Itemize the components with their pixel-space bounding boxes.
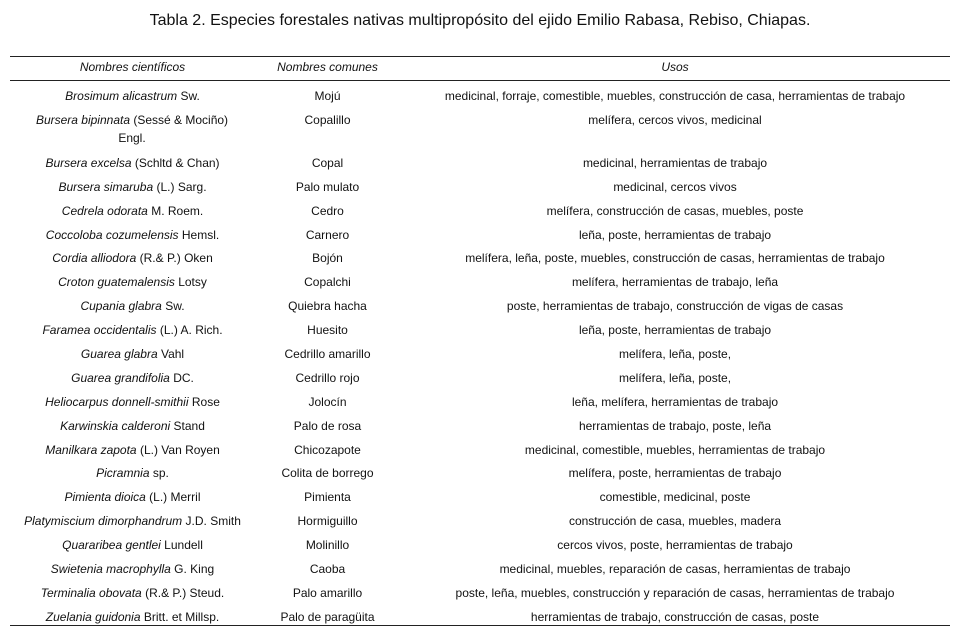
scientific-name-cell: [10, 369, 255, 387]
table-row: [10, 533, 950, 557]
table-header-rule: [10, 80, 950, 81]
uses-cell: melífera, herramientas de trabajo, leña: [571, 275, 779, 290]
species-author: (Schltd & Chan): [131, 155, 220, 170]
header-scientific-names: Nombres científicos: [79, 60, 186, 74]
species-author: Lotsy: [174, 275, 207, 290]
species-binomial: Manilkara zapota: [45, 442, 137, 457]
scientific-name-cell: [10, 87, 255, 105]
species-author: (R.& P.) Oken: [136, 251, 213, 266]
uses-cell: melífera, leña, poste, muebles, construcción de casas, herramientas de trabajo: [465, 251, 885, 266]
species-binomial: Picramnia: [96, 466, 150, 481]
species-binomial: Swietenia macrophylla: [50, 562, 171, 577]
species-binomial: Bursera excelsa: [45, 155, 132, 170]
species-author: Vahl: [157, 347, 185, 362]
common-name-cell: Cedro: [311, 203, 344, 218]
table-row: [10, 270, 950, 294]
table-row: [10, 223, 950, 247]
species-binomial: Cupania glabra: [80, 299, 162, 314]
table-row: [10, 438, 950, 462]
table-row: [10, 485, 950, 509]
scientific-name-cell: [10, 393, 255, 411]
common-name-cell: Copal: [311, 155, 344, 170]
common-name-cell: Palo amarillo: [292, 585, 363, 600]
common-name-cell: Pimienta: [304, 490, 351, 505]
scientific-name-cell: [10, 417, 255, 435]
species-author: Rose: [188, 394, 220, 409]
scientific-name-cell: [10, 297, 255, 315]
table-row: [10, 581, 950, 605]
uses-cell: melífera, construcción de casas, muebles, poste: [546, 203, 804, 218]
table-header: [10, 60, 950, 80]
uses-cell: construcción de casa, muebles, madera: [568, 514, 782, 529]
species-binomial: Cordia alliodora: [52, 251, 137, 266]
scientific-name-cell: [10, 464, 255, 482]
scientific-name-cell: [10, 273, 255, 291]
scientific-name-cell: [10, 608, 255, 626]
table-row: [10, 366, 950, 390]
uses-cell: melífera, leña, poste,: [618, 347, 732, 362]
species-author: (R.& P.) Steud.: [141, 585, 225, 600]
species-author: Sw.: [161, 299, 185, 314]
species-author: sp.: [149, 466, 169, 481]
uses-cell: medicinal, forraje, comestible, muebles, construcción de casa, herramientas de trabajo: [444, 89, 906, 103]
uses-cell: melífera, leña, poste,: [618, 370, 732, 385]
common-name-cell: Quiebra hacha: [288, 299, 367, 314]
table-row: [10, 342, 950, 366]
common-name-cell: Chicozapote: [294, 442, 361, 457]
common-name-cell: Hormiguillo: [297, 514, 358, 529]
scientific-name-cell: [10, 536, 255, 554]
species-author: M. Roem.: [147, 203, 204, 218]
table-row: [10, 461, 950, 485]
species-author: Stand: [170, 418, 205, 433]
common-name-cell: Jolocín: [308, 394, 347, 409]
common-name-cell: Caoba: [309, 562, 346, 577]
species-author: (L.) Merril: [145, 490, 201, 505]
header-common-names: Nombres comunes: [277, 60, 378, 74]
table-body: [10, 84, 950, 629]
uses-cell: leña, poste, herramientas de trabajo: [578, 227, 772, 242]
common-name-cell: Palo de rosa: [293, 418, 362, 433]
table-bottom-rule: [10, 625, 950, 626]
uses-cell: leña, poste, herramientas de trabajo: [578, 323, 772, 338]
table-row: [10, 199, 950, 223]
species-binomial: Karwinskia calderoni: [60, 418, 171, 433]
species-binomial: Brosimum alicastrum: [65, 89, 178, 103]
common-name-cell: Mojú: [314, 89, 341, 103]
species-author: Sw.: [177, 89, 200, 103]
scientific-name-cell: [10, 441, 255, 459]
species-author: Britt. et Millsp.: [140, 609, 220, 624]
uses-cell: comestible, medicinal, poste: [599, 490, 751, 505]
common-name-cell: Molinillo: [305, 538, 350, 553]
species-binomial: Zuelania guidonia: [45, 609, 141, 624]
table-top-rule: [10, 56, 950, 57]
species-binomial: Croton guatemalensis: [58, 275, 175, 290]
uses-cell: poste, leña, muebles, construcción y reparación de casas, herramientas de trabajo: [455, 585, 895, 600]
uses-cell: medicinal, herramientas de trabajo: [582, 155, 768, 170]
table-row: [10, 390, 950, 414]
scientific-name-cell: [10, 154, 255, 172]
header-uses: Usos: [661, 60, 689, 74]
scientific-name-cell: [10, 488, 255, 506]
species-binomial: Bursera simaruba: [58, 179, 154, 194]
species-author: DC.: [169, 370, 194, 385]
species-binomial: Guarea glabra: [80, 347, 158, 362]
table-row: [10, 175, 950, 199]
table-row: [10, 414, 950, 438]
table-row: [10, 509, 950, 533]
common-name-cell: Bojón: [312, 251, 343, 266]
uses-cell: cercos vivos, poste, herramientas de trabajo: [557, 538, 793, 553]
species-author: J.D. Smith: [182, 514, 241, 529]
common-name-cell: Huesito: [307, 323, 348, 338]
table-caption: Tabla 2. Especies forestales nativas multipropósito del ejido Emilio Rabasa, Rebiso, Chiapas.: [149, 12, 811, 29]
species-binomial: Cedrela odorata: [61, 203, 148, 218]
common-name-cell: Colita de borrego: [281, 466, 374, 481]
common-name-cell: Carnero: [305, 227, 350, 242]
species-binomial: Pimienta dioica: [64, 490, 146, 505]
table-row: [10, 318, 950, 342]
common-name-cell: Palo de paragüita: [280, 609, 375, 624]
species-binomial: Coccoloba cozumelensis: [45, 227, 179, 242]
common-name-cell: Cedrillo rojo: [295, 370, 360, 385]
species-binomial: Heliocarpus donnell-smithii: [45, 394, 189, 409]
table-row: [10, 151, 950, 175]
scientific-name-cell: [10, 321, 255, 339]
species-binomial: Quararibea gentlei: [62, 538, 161, 553]
scientific-name-cell: [10, 249, 255, 267]
common-name-cell: Copalchi: [304, 275, 351, 290]
table-row: [10, 294, 950, 318]
table-row: [10, 108, 950, 151]
scientific-name-cell: [10, 560, 255, 578]
species-binomial: Terminalia obovata: [40, 585, 142, 600]
species-author: Lundell: [160, 538, 203, 553]
uses-cell: medicinal, muebles, reparación de casas, herramientas de trabajo: [499, 562, 851, 577]
scientific-name-cell: [32, 111, 232, 147]
table-row: [10, 557, 950, 581]
species-author: Hemsl.: [178, 227, 220, 242]
species-binomial: Platymiscium dimorphandrum: [24, 514, 183, 529]
table-row: [10, 246, 950, 270]
species-binomial: Faramea occidentalis: [42, 323, 157, 338]
species-author: (Sessé & Mociño) Engl.: [118, 112, 229, 145]
uses-cell: leña, melífera, herramientas de trabajo: [571, 394, 779, 409]
common-name-cell: Cedrillo amarillo: [284, 347, 371, 362]
scientific-name-cell: [10, 345, 255, 363]
common-name-cell: Palo mulato: [295, 179, 360, 194]
scientific-name-cell: [10, 178, 255, 196]
scientific-name-cell: [10, 202, 255, 220]
uses-cell: melífera, cercos vivos, medicinal: [588, 112, 762, 127]
species-author: G. King: [170, 562, 215, 577]
species-author: (L.) Sarg.: [153, 179, 207, 194]
species-binomial: Bursera bipinnata: [35, 112, 130, 127]
species-binomial: Guarea grandifolia: [71, 370, 170, 385]
uses-cell: medicinal, cercos vivos: [613, 179, 737, 194]
table-row: [10, 84, 950, 108]
species-author: (L.) Van Royen: [136, 442, 220, 457]
uses-cell: medicinal, comestible, muebles, herramientas de trabajo: [524, 442, 826, 457]
uses-cell: herramientas de trabajo, poste, leña: [578, 418, 772, 433]
uses-cell: poste, herramientas de trabajo, construcción de vigas de casas: [506, 299, 844, 314]
uses-cell: herramientas de trabajo, construcción de casas, poste: [530, 609, 820, 624]
species-author: (L.) A. Rich.: [156, 323, 223, 338]
common-name-cell: Copalillo: [304, 112, 351, 127]
uses-cell: melífera, poste, herramientas de trabajo: [568, 466, 782, 481]
scientific-name-cell: [10, 584, 255, 602]
scientific-name-cell: [10, 226, 255, 244]
scientific-name-cell: [10, 512, 255, 530]
